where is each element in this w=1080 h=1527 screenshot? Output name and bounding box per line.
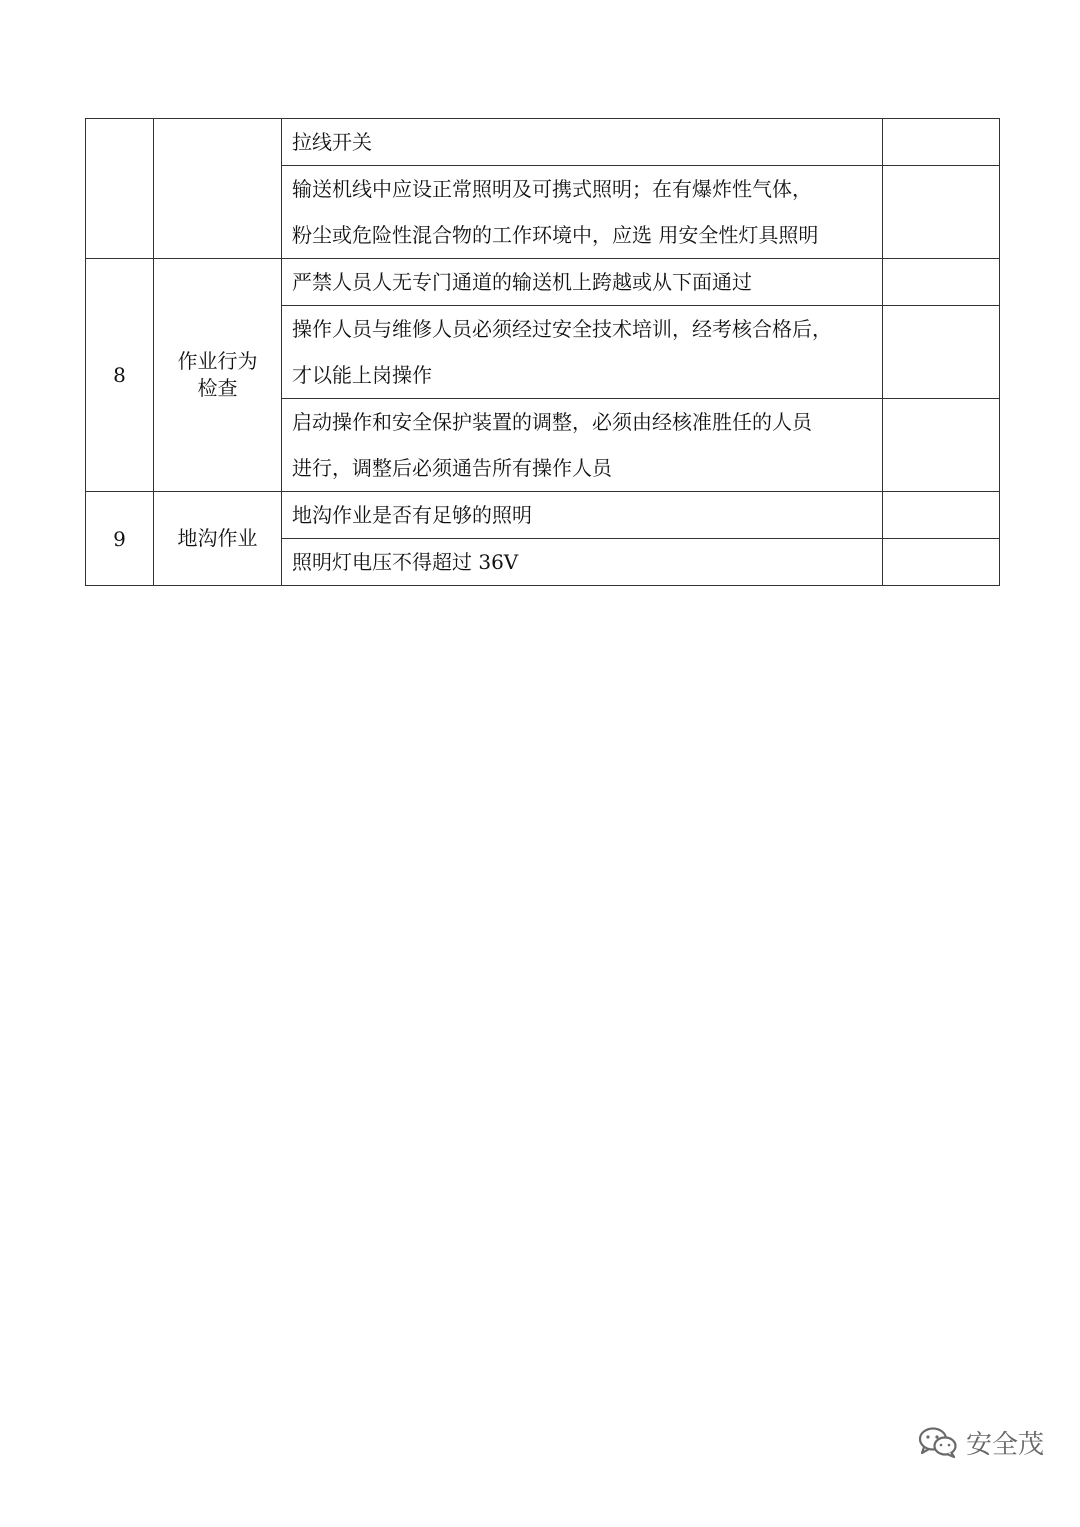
watermark-text: 安全茂 (966, 1429, 1045, 1460)
inspection-content-cell (282, 166, 883, 259)
inspection-item-cell (154, 492, 282, 586)
content-line: 启动操作和安全保护装置的调整，必须由经核准胜任的人员 (292, 410, 812, 434)
row-number-cell (86, 119, 154, 259)
content-line: 操作人员与维修人员必须经过安全技术培训，经考核合格后， (292, 317, 832, 341)
result-cell (883, 539, 1000, 586)
content-line: 地沟作业是否有足够的照明 (292, 503, 532, 527)
result-cell (883, 492, 1000, 539)
inspection-content-cell (282, 399, 883, 492)
item-line: 地沟作业 (177, 526, 258, 550)
inspection-content-cell (282, 259, 883, 306)
result-cell (883, 119, 1000, 166)
table-row (86, 119, 1000, 166)
item-line: 作业行为 (177, 349, 258, 373)
item-line: 检查 (197, 376, 238, 400)
inspection-content-cell (282, 492, 883, 539)
content-line: 粉尘或危险性混合物的工作环境中，应选 用安全性灯具照明 (292, 223, 819, 247)
row-number-cell: 9 (86, 492, 154, 586)
table-row (86, 492, 1000, 539)
inspection-table (85, 118, 1000, 586)
content-line: 严禁人员人无专门通道的输送机上跨越或从下面通过 (292, 270, 752, 294)
watermark (918, 1420, 1044, 1464)
inspection-item-cell (154, 259, 282, 492)
content-line: 拉线开关 (292, 130, 372, 154)
inspection-content-cell (282, 306, 883, 399)
result-cell (883, 259, 1000, 306)
inspection-item-cell (154, 119, 282, 259)
content-line: 照明灯电压不得超过 36V (292, 550, 519, 574)
content-line: 进行，调整后必须通告所有操作人员 (292, 456, 612, 480)
result-cell (883, 399, 1000, 492)
result-cell (883, 166, 1000, 259)
wechat-icon (918, 1425, 958, 1459)
row-number-cell: 8 (86, 259, 154, 492)
inspection-content-cell (282, 539, 883, 586)
inspection-content-cell (282, 119, 883, 166)
content-line: 才以能上岗操作 (292, 363, 432, 387)
result-cell (883, 306, 1000, 399)
table-row (86, 259, 1000, 306)
content-line: 输送机线中应设正常照明及可携式照明；在有爆炸性气体， (292, 177, 812, 201)
